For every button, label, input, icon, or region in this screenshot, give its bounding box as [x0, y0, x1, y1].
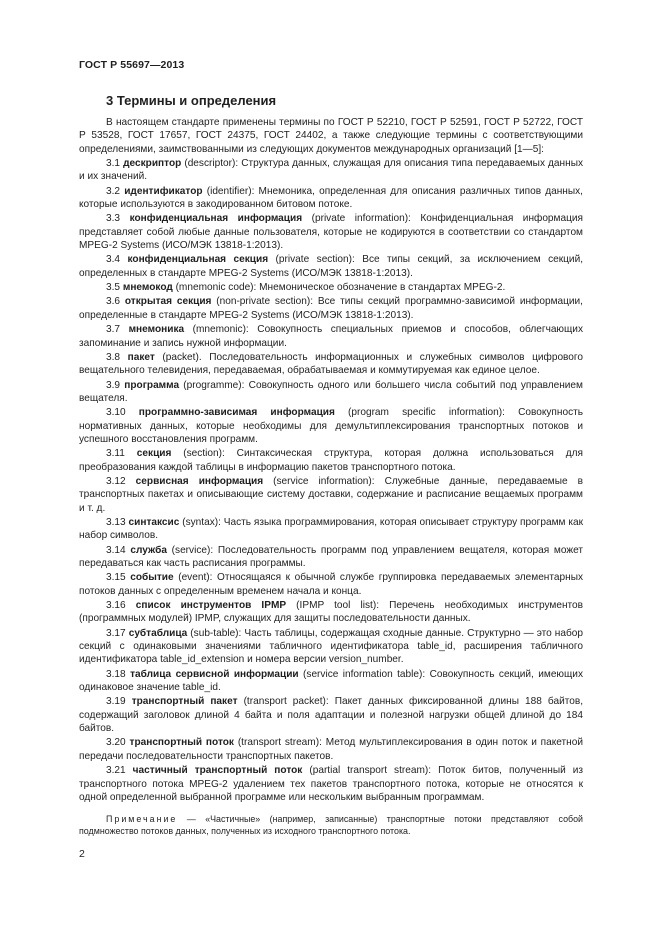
note-text: — «Частичные» (например, записанные) транспортные потоки представляют собой подмножество потоков данных, полученных из исходного транспортного потока. [79, 814, 583, 837]
term-3-20: 3.20 транспортный поток (transport stream): Метод мультиплексирования в один поток и пакетной передачи последовательности транспортных пакетов. [79, 737, 584, 762]
term-3-13: 3.13 синтаксис (syntax): Часть языка программирования, которая описывает структуру программ как набор символов. [79, 516, 583, 542]
term-3-6: 3.6 открытая секция (non-private section): Все типы секций программно-зависимой информации, определенные в стандарте MPEG-2 Systems (ИСО/МЭК 13818-1:2013). [79, 296, 583, 321]
term-3-14: 3.14 служба (service): Последовательность программ под управлением вещателя, которая может передаваться как часть расписания программы. [79, 544, 583, 569]
term-3-7: 3.7 мнемоника (mnemonic): Совокупность специальных приемов и способов, облегчающих запоминание и запись нужной информации. [79, 324, 583, 349]
term-3-8: 3.8 пакет (packet). Последовательность информационных и служебных символов цифрового вещательного телевидения, передаваемая, обрабатываемая и коммутируемая как единое целое. [79, 351, 583, 377]
term-3-11: 3.11 секция (section): Синтаксическая структура, которая должна использоваться для преобразования каждой таблицы в информацию пакетов транспортного потока. [79, 448, 583, 473]
term-3-4: 3.4 конфиденциальная секция (private section): Все типы секций, за исключением секций, определенных в стандарте MPEG-2 Systems (ИСО/МЭК 13818-1:2013). [79, 254, 584, 279]
term-3-10: 3.10 программно-зависимая информация (program specific information): Совокупность нормативных данных, которые необходимы для демультиплексирования транспортных потоков и успешного восстановления программ. [79, 407, 583, 445]
note-label: Примечание [106, 814, 178, 825]
term-3-17: 3.17 субтаблица (sub-table): Часть таблицы, содержащая сходные данные. Структурно — это набор секций с одинаковыми значениями табличного идентификатора table_id, расширения табличного идентификатора table_id_extension и номера версии version_number. [79, 627, 584, 666]
term-3-3: 3.3 конфиденциальная информация (private information): Конфиденциальная информация представляет собой любые данные пользователя, которые не кодируются в соответствии со стандартом MPEG-2 Systems (ИСО/МЭК 13818-1:2013). [79, 213, 583, 252]
term-3-12: 3.12 сервисная информация (service information): Служебные данные, передаваемые в транспортных пакетах и описывающие систему доставки, содержание и расписание вещаемых программ и т. д. [79, 475, 583, 514]
document-header: ГОСТ Р 55697—2013 [79, 59, 185, 71]
note-paragraph [79, 813, 583, 837]
term-3-9: 3.9 программа (programme): Совокупность одного или большего числа событий под управлением вещателя. [79, 379, 583, 404]
term-3-21: 3.21 частичный транспортный поток (partial transport stream): Поток битов, полученный из транспортного потока MPEG-2 удалением тех пакетов транспортного потока, которые не относятся к одной определенной выбранной программе или нескольким выбранным программам. [79, 765, 583, 803]
document-body [79, 116, 583, 846]
term-3-2: 3.2 идентификатор (identifier): Мнемоника, определенная для описания различных типов данных, которые используются в закодированном битовом потоке. [79, 185, 583, 211]
term-3-1: 3.1 дескриптор (descriptor): Структура данных, служащая для описания типа передаваемых данных и их значений. [79, 158, 583, 183]
term-3-15: 3.15 событие (event): Относящаяся к обычной службе группировка передаваемых элементарных потоков данных с определенным временем начала и конца. [79, 572, 583, 597]
term-3-19: 3.19 транспортный пакет (transport packet): Пакет данных фиксированной длины 188 байтов, содержащий заголовок длиной 4 байта и поля адаптации и полезной нагрузки общей длиной до 184 байтов. [79, 696, 583, 735]
section-title: 3 Термины и определения [106, 93, 277, 108]
page-number: 2 [79, 848, 85, 860]
term-3-16: 3.16 список инструментов IPMP (IPMP tool list): Перечень необходимых инструментов (программных модулей) IPMP, служащих для защиты последовательности данных. [79, 600, 583, 625]
intro-paragraph: В настоящем стандарте применены термины по ГОСТ Р 52210, ГОСТ Р 52591, ГОСТ Р 52722, ГОСТ Р 53528, ГОСТ 17657, ГОСТ 24375, ГОСТ 24402, а также следующие термины с соответствующими определениями, заимствованными из следующих документов международных организаций [1—5]: [79, 117, 583, 155]
term-3-5: 3.5 мнемокод (mnemonic code): Мнемоническое обозначение в стандартах MPEG-2. [106, 282, 506, 294]
term-3-18: 3.18 таблица сервисной информации (service information table): Совокупность секций, имеющих одинаковое значение table_id. [79, 668, 583, 694]
